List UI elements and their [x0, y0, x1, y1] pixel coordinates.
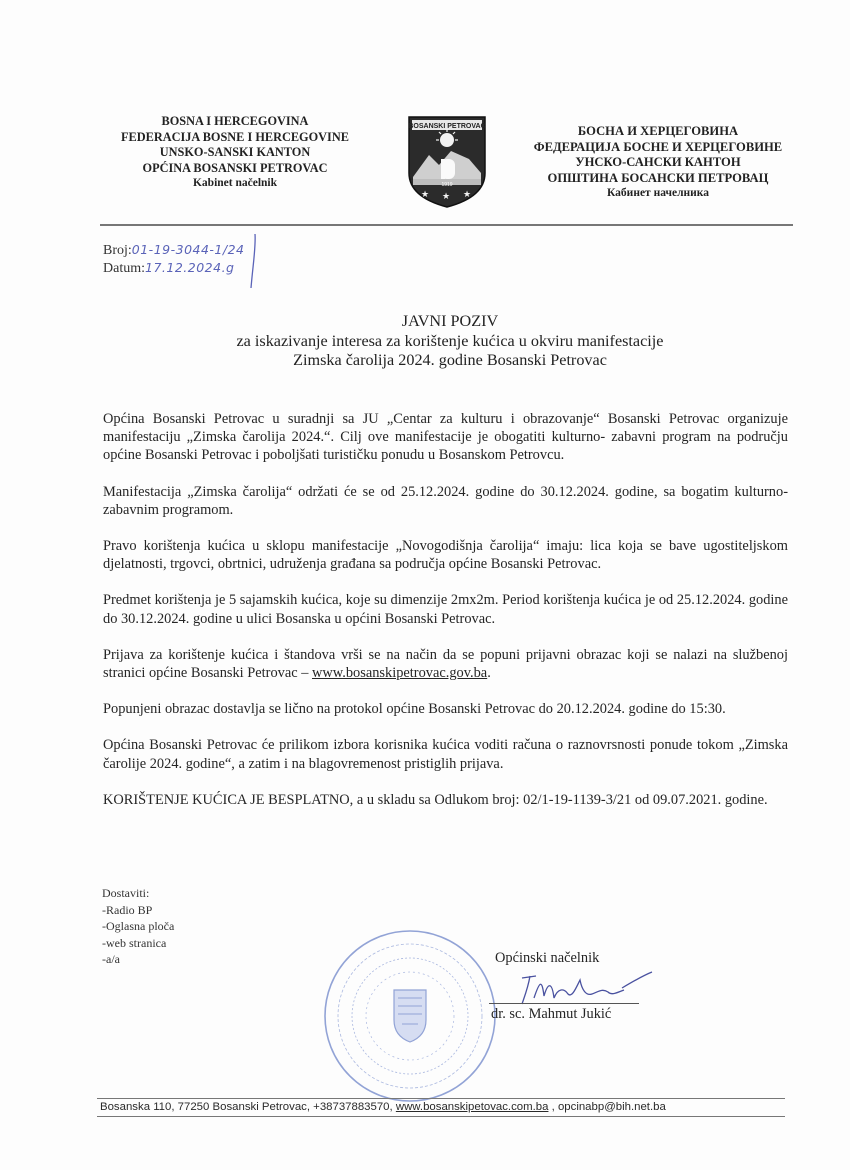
paragraph-intro: Općina Bosanski Petrovac u suradnji sa JU „Centar za kulturu i obrazovanje“ Bosanski Petrovac organizuje manifestaciju „Zimska čarolija 2024.“. Cilj ove manifestacije je obogatiti kulturno- zabavni program na području općine Bosanski Petrovac i poboljšati turističku ponudu u Bosanskom Petrovcu.: [103, 411, 788, 464]
signatory-name: dr. sc. Mahmut Jukić: [491, 1006, 612, 1022]
reference-date: [103, 259, 245, 277]
svg-text:★: ★: [442, 192, 451, 202]
reference-number-value: 01-19-3044-1/24: [131, 242, 245, 257]
paragraph-application: [103, 646, 788, 682]
svg-text:★: ★: [421, 190, 430, 200]
distribution-item: -Oglasna ploča: [102, 919, 175, 934]
letterhead-latin: [100, 114, 370, 192]
letterhead-cyrillic: [508, 124, 808, 202]
crest-year: 1919: [441, 182, 453, 188]
footer-email[interactable]: opcinabp@bih.net.ba: [557, 1101, 666, 1113]
letterhead-country-cyr: БОСНА И ХЕРЦЕГОВИНА: [577, 124, 739, 138]
signature-scribble-icon: [512, 968, 662, 1008]
paragraph-eligibility: Pravo korištenja kućica u sklopu manifestacije „Novogodišnja čarolija“ imaju: lica koja se bave ugostiteljskom djelatnosti, trgovci, obrtnici, udruženja građana sa područja općine Bosanski Petrovac.: [103, 538, 788, 573]
title-subtitle: za iskazivanje interesa za korištenje kućica u okviru manifestacije: [236, 331, 664, 350]
letterhead-office: Kabinet načelnik: [192, 177, 278, 190]
website-link[interactable]: www.bosanskipetrovac.gov.ba: [312, 665, 488, 682]
title-main: JAVNI POZIV: [401, 312, 499, 330]
letterhead-municipality-cyr: ОПШТИНА БОСАНСКИ ПЕТРОВАЦ: [547, 170, 769, 185]
document-body: [103, 410, 788, 827]
document-title: [150, 312, 750, 371]
footer-contact: [100, 1101, 666, 1113]
paragraph-free-use: KORIŠTENJE KUĆICA JE BESPLATNO, a u skladu sa Odlukom broj: 02/1-19-1139-3/21 od 09.07.2021. godine.: [103, 791, 768, 808]
title-event: Zimska čarolija 2024. godine Bosanski Petrovac: [293, 351, 607, 369]
official-stamp-icon: [322, 928, 498, 1104]
svg-text:★: ★: [463, 190, 472, 200]
distribution-item: -web stranica: [102, 935, 167, 950]
municipal-crest-icon: [407, 115, 487, 209]
footer-address: Bosanska 110, 77250 Bosanski Petrovac, +38737883570,: [100, 1101, 396, 1113]
letterhead-office-cyr: Кабинет начелника: [607, 187, 709, 200]
handwritten-stroke-icon: [243, 232, 263, 290]
signature-line: [489, 1003, 639, 1004]
header-divider: [100, 224, 793, 226]
reference-date-label: Datum:: [103, 261, 145, 276]
reference-date-value: 17.12.2024.g: [145, 260, 235, 275]
footer-divider-top: [97, 1098, 785, 1099]
reference-number: [103, 241, 245, 259]
reference-number-label: Broj:: [103, 243, 132, 258]
footer-divider-bottom: [97, 1116, 785, 1117]
application-text: Prijava za korištenje kućica i štandova vrši se na način da se popuni prijavni obrazac koji se nalazi na službenoj stranici općine Bosanski Petrovac –: [103, 646, 788, 682]
crest-label: BOSANSKI PETROVAC: [408, 123, 486, 130]
distribution-heading: Dostaviti:: [102, 886, 150, 900]
letterhead-country: BOSNA I HERCEGOVINA: [161, 114, 309, 128]
letterhead-municipality: OPĆINA BOSANSKI PETROVAC: [142, 160, 328, 175]
distribution-item: -Radio BP: [102, 902, 153, 917]
distribution-item: -a/a: [102, 952, 120, 967]
letterhead-canton-cyr: УНСКО-САНСКИ КАНТОН: [575, 155, 741, 170]
application-end: .: [487, 665, 491, 682]
paragraph-deadline: Popunjeni obrazac dostavlja se lično na protokol općine Bosanski Petrovac do 20.12.2024. godine do 15:30.: [103, 701, 726, 718]
signatory-title: Općinski načelnik: [495, 950, 600, 966]
footer-website-link[interactable]: www.bosanskipetovac.com.ba: [395, 1101, 549, 1113]
paragraph-subject: Predmet korištenja je 5 sajamskih kućica, koje su dimenzije 2mx2m. Period korištenja kućica je od 25.12.2024. godine do 30.12.2024. godine u ulici Bosanska u općini Bosanski Petrovac.: [103, 592, 788, 627]
paragraph-dates: Manifestacija „Zimska čarolija“ održati će se od 25.12.2024. godine do 30.12.2024. godine, sa bogatim kulturno-zabavnim programom.: [103, 483, 788, 518]
reference-block: [103, 241, 245, 277]
letterhead-federation-cyr: ФЕДЕРАЦИЈА БОСНЕ И ХЕРЦЕГОВИНЕ: [533, 139, 783, 154]
paragraph-selection: Općina Bosanski Petrovac će prilikom izbora korisnika kućica voditi računa o raznovrsnosti ponude tokom „Zimska čarolije 2024. godine“, a zatim i na blagovremenost pristiglih prijava.: [103, 737, 788, 772]
footer-separator: ,: [548, 1101, 558, 1113]
letterhead-canton: UNSKO-SANSKI KANTON: [159, 145, 311, 160]
distribution-list: [102, 885, 174, 968]
letterhead-federation: FEDERACIJA BOSNE I HERCEGOVINE: [121, 129, 349, 144]
